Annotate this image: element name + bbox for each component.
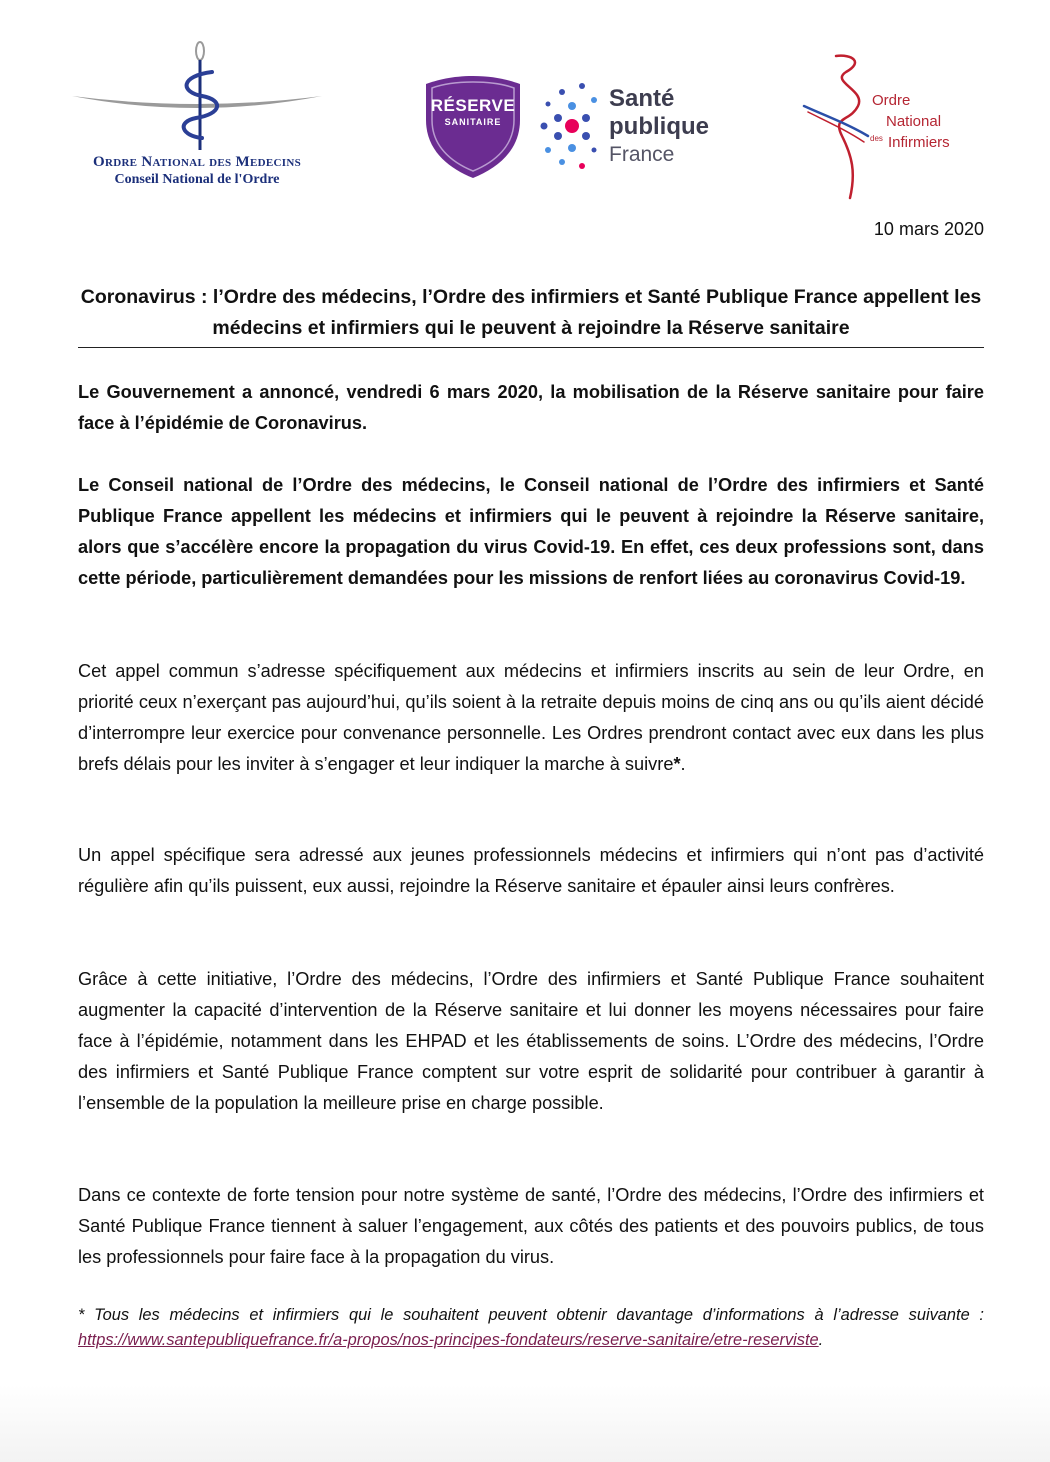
publication-date: 10 mars 2020 [873, 219, 984, 239]
reserve-sanitaire-logo [424, 74, 522, 180]
paragraph-1: Le Gouvernement a annoncé, vendredi 6 mars 2020, la mobilisation de la Réserve sanitaire pour faire face à l’épidémie de Coronavirus. [78, 382, 984, 433]
title-underline [78, 347, 984, 348]
sanitaire-label: SANITAIRE [444, 117, 502, 127]
caduceus-icon [72, 38, 322, 154]
reserve-label: RÉSERVE [430, 96, 516, 115]
paragraph-3-end: . [680, 754, 686, 774]
footnote-end: . [818, 1331, 824, 1349]
paragraph-5: Grâce à cette initiative, l’Ordre des médecins, l’Ordre des infirmiers et Santé Publique France souhaitent augmenter la capacité d’intervention de la Réserve sanitaire et lui donner les moyens nécessaires pour faire face à l’épidémie, notamment dans les EHPAD et les établissements de soins. L’Ordre des médecins, l’Ordre des infirmiers et Santé Publique France comptent sur votre esprit de solidarité pour contribuer à garantir à l’ensemble de la population la meilleure prise en charge possible. [78, 969, 984, 1113]
paragraph-3-text: Cet appel commun s’adresse spécifiquement aux médecins et infirmiers inscrits au sein de leur Ordre, en priorité ceux n’exerçant pas aujourd’hui, qu’ils soient à la retraite depuis moins de cinq ans ou qu’ils aient décidé d’interrompre leur exercice pour convenance personnelle. Les Ordres prendront contact avec eux dans les plus brefs délais pour les inviter à s’engager et leur indiquer la marche à suivre [78, 661, 984, 774]
reserviste-link[interactable]: https://www.santepubliquefrance.fr/a-propos/nos-principes-fondateurs/reserve-sanitaire/etre-reserviste [78, 1331, 819, 1349]
oni-word-des: des [870, 134, 883, 143]
oni-word-national: National [886, 113, 942, 130]
sante-publique-france-logo [536, 78, 726, 178]
spf-word-france: France [609, 143, 675, 166]
spf-word-publique: publique [609, 113, 709, 140]
ordre-infirmiers-logo [802, 52, 952, 202]
network-dots-icon [536, 78, 606, 178]
paragraph-4: Un appel spécifique sera adressé aux jeunes professionnels médecins et infirmiers qui n’ont pas d’activité régulière afin qu’ils puissent, eux aussi, rejoindre la Réserve sanitaire et épauler ainsi leurs confrères. [78, 845, 984, 896]
ordre-medecins-name: Ordre National des Medecins [92, 154, 301, 170]
spf-word-sante: Santé [609, 85, 675, 112]
paragraph-6: Dans ce contexte de forte tension pour notre système de santé, l’Ordre des médecins, l’Ordre des infirmiers et Santé Publique France tiennent à saluer l’engagement, aux côtés des patients et des pouvoirs publics, de tous les professionnels pour faire face à la propagation du virus. [78, 1185, 984, 1267]
conseil-national-name: Conseil National de l'Ordre [114, 172, 280, 187]
press-release-title: Coronavirus : l’Ordre des médecins, l’Ordre des infirmiers et Santé Publique France appellent les médecins et infirmiers qui le peuvent à rejoindre la Réserve sanitaire [80, 286, 982, 339]
footnote-text: * Tous les médecins et infirmiers qui le souhaitent peuvent obtenir davantage d’informations à l’adresse suivante : [78, 1306, 984, 1324]
footnote [78, 1303, 984, 1353]
oni-word-ordre: Ordre [872, 92, 911, 109]
shield-icon [424, 74, 522, 180]
oni-word-infirmiers: Infirmiers [888, 134, 950, 151]
paragraph-2: Le Conseil national de l’Ordre des médecins, le Conseil national de l’Ordre des infirmiers et Santé Publique France appellent les médecins et infirmiers qui le peuvent à rejoindre la Réserve sanitaire, alors que s’accélère encore la propagation du virus Covid-19. En effet, ces deux professions sont, dans cette période, particulièrement demandées pour les missions de renfort liées au coronavirus Covid-19. [78, 475, 984, 588]
ordre-medecins-logo [72, 38, 322, 190]
paragraph-3 [78, 656, 984, 780]
footnote-marker: * [673, 754, 681, 774]
